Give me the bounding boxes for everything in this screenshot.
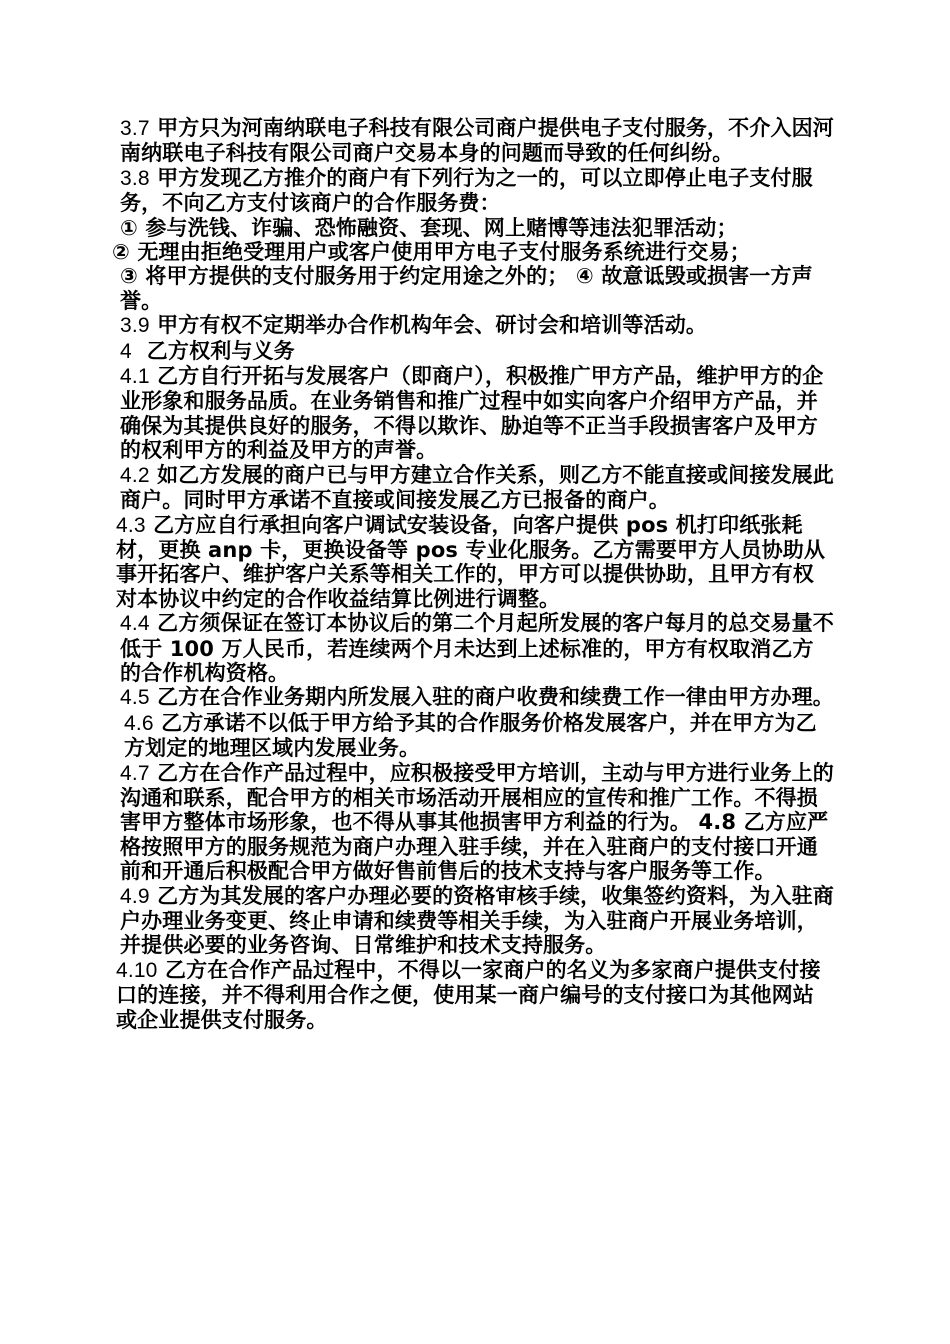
clause-text: 甲方只为河南纳联电子科技有限公司商户提供电子支付服务，不介入因河南纳联电子科技有限公司商户交易本身的问题而导致的任何纠纷。 [120,116,834,166]
clause-text: 如乙方发展的商户已与甲方建立合作关系，则乙方不能直接或间接发展此商户。同时甲方承诺不直接或间接发展乙方已报备的商户。 [120,462,834,513]
clause-4-4 [112,611,834,685]
clause-number: 4.4 [120,612,150,636]
clause-number: 3.7 [120,117,150,140]
clause-number: 3.8 [120,166,150,190]
clause-text: 乙方自行开拓与发展客户（即商户），积极推广甲方产品，维护甲方的企业形象和服务品质。在业务销售和推广过程中如实向客户介绍甲方产品，并确保为其提供良好的服务，不得以欺诈、胁迫等不正当手段损害客户及甲方的权利甲方的利益及甲方的声誉。 [120,364,824,463]
clause-text: 乙方在合作业务期内所发展入驻的商户收费和续费工作一律由甲方办理。 [157,685,834,710]
clause-3-8 [112,166,834,216]
clause-text: 乙方应自行承担向客户调试安装设备，向客户提供 pos 机打印纸张耗材，更换 anp 卡，更换设备等 pos 专业化服务。乙方需要甲方人员协助从事开拓客户、维护客户关系等相关工作的，甲方可以提供协助，且甲方有权对本协议中约定的合作收益结算比例进行调整。 [116,512,826,611]
clause-3-8-item-1 [112,216,834,240]
clause-4-2 [112,463,834,513]
document-page [112,116,834,1032]
clause-number: 4.10 [116,958,158,982]
clause-number: 4.7 [120,761,150,785]
clause-text: 乙方须保证在签订本协议后的第二个月起所发展的客户每月的总交易量不低于 100 万人民币，若连续两个月未达到上述标准的，甲方有权取消乙方的合作机构资格。 [120,611,834,685]
clause-text: 乙方为其发展的客户办理必要的资格审核手续，收集签约资料，为入驻商户办理业务变更、终止申请和续费等相关手续，为入驻商户开展业务培训，并提供必要的业务咨询、日常维护和技术支持服务。 [120,883,834,958]
clause-text: 甲方有权不定期举办合作机构年会、研讨会和培训等活动。 [157,313,708,338]
clause-3-9 [112,313,834,338]
clause-text: 乙方在合作产品过程中，不得以一家商户的名义为多家商户提供支付接口的连接，并不得利用合作之便，使用某一商户编号的支付接口为其他网站或企业提供支付服务。 [116,957,821,1032]
clause-number: 4.5 [120,686,150,710]
clause-number: 4.1 [120,365,150,389]
clause-text: ② 无理由拒绝受理用户或客户使用甲方电子支付服务系统进行交易； [112,240,751,265]
clause-4-6 [112,711,834,761]
section-4-heading [112,339,834,364]
clause-number: 4.3 [116,513,146,537]
clause-4-7 [112,761,834,884]
clause-number: 3.9 [120,314,150,338]
clause-number: 4.6 [124,711,154,735]
clause-4-10 [112,958,834,1032]
clause-text: 乙方在合作产品过程中，应积极接受甲方培训，主动与甲方进行业务上的沟通和联系，配合甲方的相关市场活动开展相应的宣传和推广工作。不得损害甲方整体市场形象，也不得从事其他损害甲方利益的行为。 4.8 乙方应严格按照甲方的服务规范为商户办理入驻手续，并在入驻商户的支付接口开通前和开通后积极配合甲方做好售前售后的技术支持与客户服务等工作。 [120,760,834,884]
clause-4-9 [112,884,834,958]
clause-4-5 [112,685,834,710]
clause-text: ③ 将甲方提供的支付服务用于约定用途之外的； ④ 故意诋毁或损害一方声誉。 [120,264,813,313]
clause-4-3 [112,513,834,612]
clause-text: 乙方承诺不以低于甲方给予其的合作服务价格发展客户，并在甲方为乙方划定的地理区域内发展业务。 [124,710,817,761]
clause-3-8-item-2 [112,240,834,264]
clause-text: ① 参与洗钱、诈骗、恐怖融资、套现、网上赌博等违法犯罪活动； [120,215,738,240]
clause-3-8-item-3 [112,264,834,313]
section-number: 4 [120,339,132,363]
clause-number: 4.9 [120,884,150,908]
clause-3-7 [112,116,834,166]
clause-text: 甲方发现乙方推介的商户有下列行为之一的，可以立即停止电子支付服务，不向乙方支付该商户的合作服务费： [120,165,813,216]
section-title: 乙方权利与义务 [146,338,295,363]
clause-4-1 [112,364,834,463]
clause-number: 4.2 [120,463,150,487]
